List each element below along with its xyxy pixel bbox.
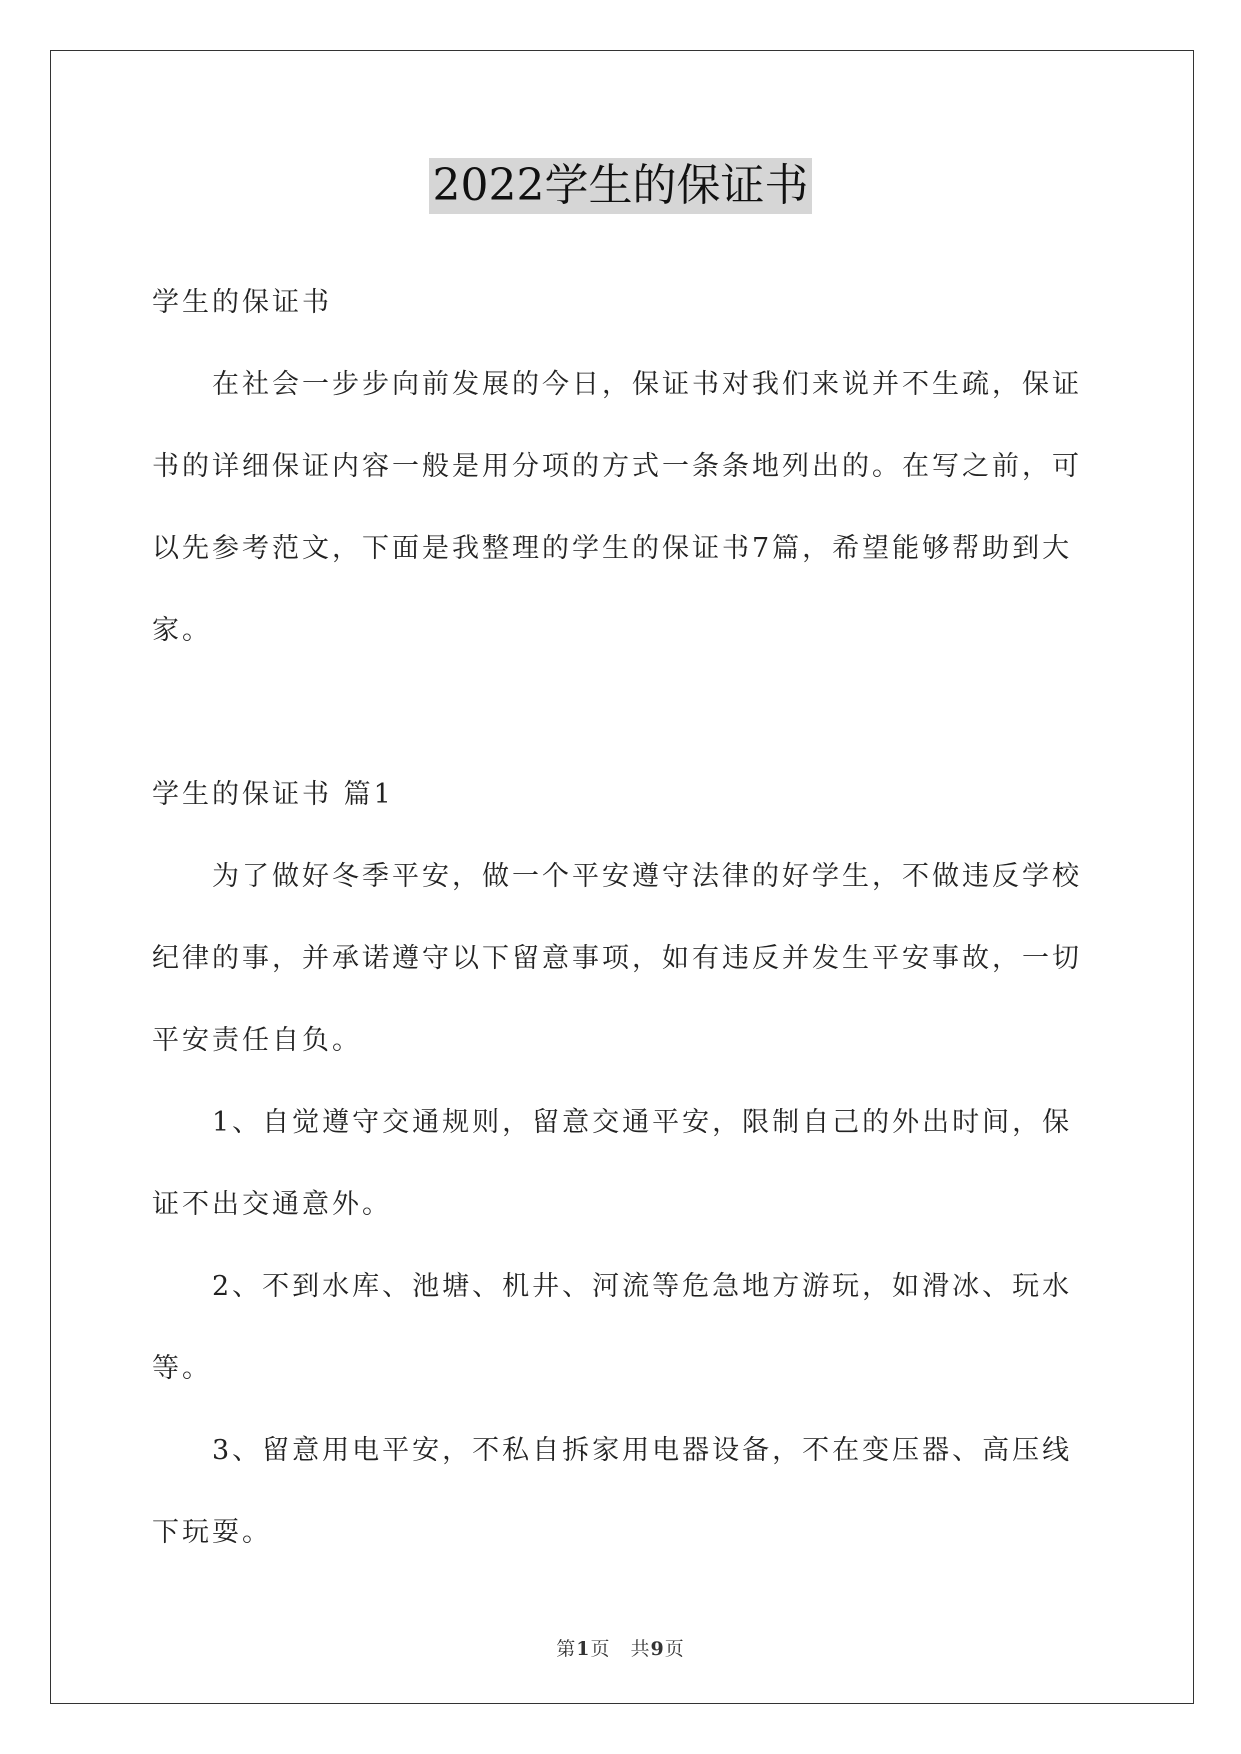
footer-total-pages: 9: [650, 1638, 665, 1660]
section-heading: 学生的保证书 篇1: [152, 779, 394, 810]
document-body: [152, 262, 1092, 1574]
section-paragraph-0: 为了做好冬季平安，做一个平安遵守法律的好学生，不做违反学校纪律的事，并承诺遵守以下留意事项，如有违反并发生平安事故，一切平安责任自负。: [152, 861, 1082, 1056]
intro-paragraph: 在社会一步步向前发展的今日，保证书对我们来说并不生疏，保证书的详细保证内容一般是用分项的方式一条条地列出的。在写之前，可以先参考范文，下面是我整理的学生的保证书7篇，希望能够帮助到大家。: [152, 369, 1082, 646]
intro-heading: 学生的保证书: [152, 287, 332, 318]
section-paragraph-3: 3、留意用电平安，不私自拆家用电器设备，不在变压器、高压线下玩耍。: [152, 1435, 1073, 1548]
section-paragraph-1: 1、自觉遵守交通规则，留意交通平安，限制自己的外出时间，保证不出交通意外。: [152, 1107, 1073, 1220]
document-title: 2022学生的保证书: [429, 158, 813, 214]
title-container: [0, 158, 1241, 214]
footer-suffix: 页: [664, 1638, 685, 1660]
footer-middle: 页 共: [590, 1638, 651, 1660]
footer-prefix: 第: [556, 1638, 577, 1660]
page-footer: [0, 1634, 1241, 1661]
section-paragraph-2: 2、不到水库、池塘、机井、河流等危急地方游玩，如滑冰、玩水等。: [152, 1271, 1073, 1384]
footer-current-page: 1: [576, 1638, 591, 1660]
